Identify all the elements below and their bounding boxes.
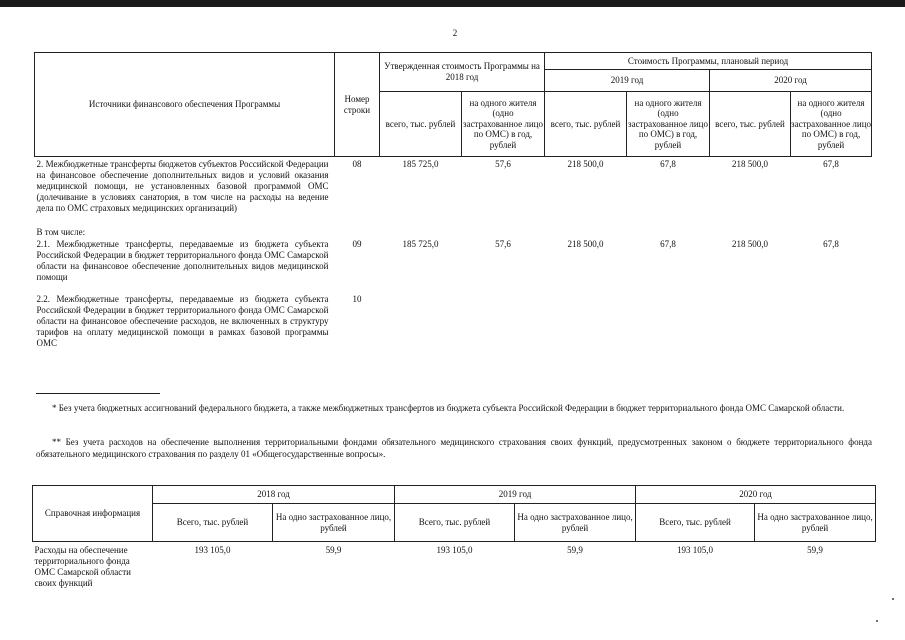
footnote-2: ** Без учета расходов на обеспечение выполнения территориальными фондами обязательного медицинского страхования своих функций, предусмотренных законом о бюджете территориального фонда обязательного медицинского страхования по разделу 01 «Общегосударственные вопросы». xyxy=(36,437,872,459)
row-08-2019-total: 218 500,0 xyxy=(567,159,604,169)
page-number: 2 xyxy=(452,28,458,38)
row-09-2019-total: 218 500,0 xyxy=(567,238,604,249)
ref-row-2019-per-insured: 59,9 xyxy=(567,545,583,555)
ref-row-2019-total: 193 105,0 xyxy=(436,545,473,555)
header-year-2020: 2020 год xyxy=(710,70,872,92)
row-08-2019-per-capita: 67,8 xyxy=(660,159,676,169)
ref-header-2020-per-insured: На одно застрахованное лицо, рублей xyxy=(755,504,876,542)
row-08-2020-per-capita: 67,8 xyxy=(823,159,839,169)
row-09-2020-per-capita: 67,8 xyxy=(823,238,839,249)
row-08-text: 2. Межбюджетные трансферты бюджетов субъектов Российской Федерации на финансовое обеспечение дополнительных видов и условий оказания медицинской помощи, не установленных базовой программой ОМС (долечивание в условиях санатория, в том числе на расходы на ведение дела по ОМС страховых медицинских организаций) xyxy=(36,159,329,213)
ref-row-2020-total: 193 105,0 xyxy=(677,545,714,555)
header-2020-total: всего, тыс. рублей xyxy=(710,92,791,157)
ref-header-2019-total: Всего, тыс. рублей xyxy=(395,504,515,542)
header-2020-per-capita: на одного жителя (одно застрахованное лицо по ОМС) в год, рублей xyxy=(791,92,872,157)
reference-info-table xyxy=(32,485,876,594)
table-row xyxy=(33,542,876,594)
header-2019-total: всего, тыс. рублей xyxy=(545,92,627,157)
row-08-2020-total: 218 500,0 xyxy=(732,159,769,169)
header-approved-cost: Утвержденная стоимость Программы на 2018 год xyxy=(380,53,545,92)
row-09-2020-total: 218 500,0 xyxy=(732,238,769,249)
header-2018-total: всего, тыс. рублей xyxy=(380,92,462,157)
footnote-separator xyxy=(36,393,160,394)
header-planned-period: Стоимость Программы, плановый период xyxy=(545,53,872,70)
row-10-number: 10 xyxy=(352,293,362,304)
row-09-2018-per-capita: 57,6 xyxy=(495,238,511,249)
scan-top-edge xyxy=(0,0,905,7)
program-cost-table xyxy=(34,52,872,354)
footnote-1: * Без учета бюджетных ассигнований федерального бюджета, а также межбюджетных трансфертов из бюджета субъекта Российской Федерации в бюджет территориального фонда ОМС Самарской области. xyxy=(52,403,845,413)
ref-header-2018-per-insured: На одно застрахованное лицо, рублей xyxy=(273,504,395,542)
header-row-number: Номер строки xyxy=(335,53,380,157)
header-2019-per-capita: на одного жителя (одно застрахованное лицо по ОМС) в год, рублей xyxy=(627,92,710,157)
in-that-number-label: В том числе: xyxy=(36,226,86,237)
row-09-2018-total: 185 725,0 xyxy=(402,238,439,249)
ref-header-year-2018: 2018 год xyxy=(153,486,395,504)
table-row xyxy=(35,227,872,239)
scan-speck xyxy=(892,598,894,600)
ref-row-label: Расходы на обеспечение территориального фонда ОМС Самарской области своих функций xyxy=(34,545,131,588)
row-10-text: 2.2. Межбюджетные трансферты, передаваемые из бюджета субъекта Российской Федерации в бюджет территориального фонда ОМС Самарской области на финансовое обеспечение расходов, не включенных в структуру тарифов на оплату медицинской помощи в рамках базовой программы ОМС xyxy=(36,293,329,348)
ref-header-year-2019: 2019 год xyxy=(395,486,636,504)
table-row xyxy=(35,292,872,354)
row-09-number: 09 xyxy=(352,238,362,249)
scan-speck xyxy=(876,620,878,622)
ref-header-2018-total: Всего, тыс. рублей xyxy=(153,504,273,542)
table-row xyxy=(35,239,872,292)
header-source: Источники финансового обеспечения Программы xyxy=(35,53,335,157)
header-2018-per-capita: на одного жителя (одно застрахованное лицо по ОМС) в год, рублей xyxy=(462,92,545,157)
ref-row-2018-total: 193 105,0 xyxy=(194,545,231,555)
ref-row-2020-per-insured: 59,9 xyxy=(807,545,823,555)
ref-header-info: Справочная информация xyxy=(33,486,153,542)
row-09-2019-per-capita: 67,8 xyxy=(660,238,676,249)
row-08-2018-per-capita: 57,6 xyxy=(495,159,511,169)
row-08-2018-total: 185 725,0 xyxy=(402,159,439,169)
row-09-text: 2.1. Межбюджетные трансферты, передаваемые из бюджета субъекта Российской Федерации в бюджет территориального фонда ОМС Самарской области на финансовое обеспечение дополнительных видов медицинской помощи xyxy=(36,238,329,282)
table-row xyxy=(35,157,872,227)
row-08-number: 08 xyxy=(352,159,362,169)
ref-header-2019-per-insured: На одно застрахованное лицо, рублей xyxy=(515,504,636,542)
ref-header-year-2020: 2020 год xyxy=(636,486,876,504)
ref-header-2020-total: Всего, тыс. рублей xyxy=(636,504,755,542)
header-year-2019: 2019 год xyxy=(545,70,710,92)
ref-row-2018-per-insured: 59,9 xyxy=(325,545,342,555)
